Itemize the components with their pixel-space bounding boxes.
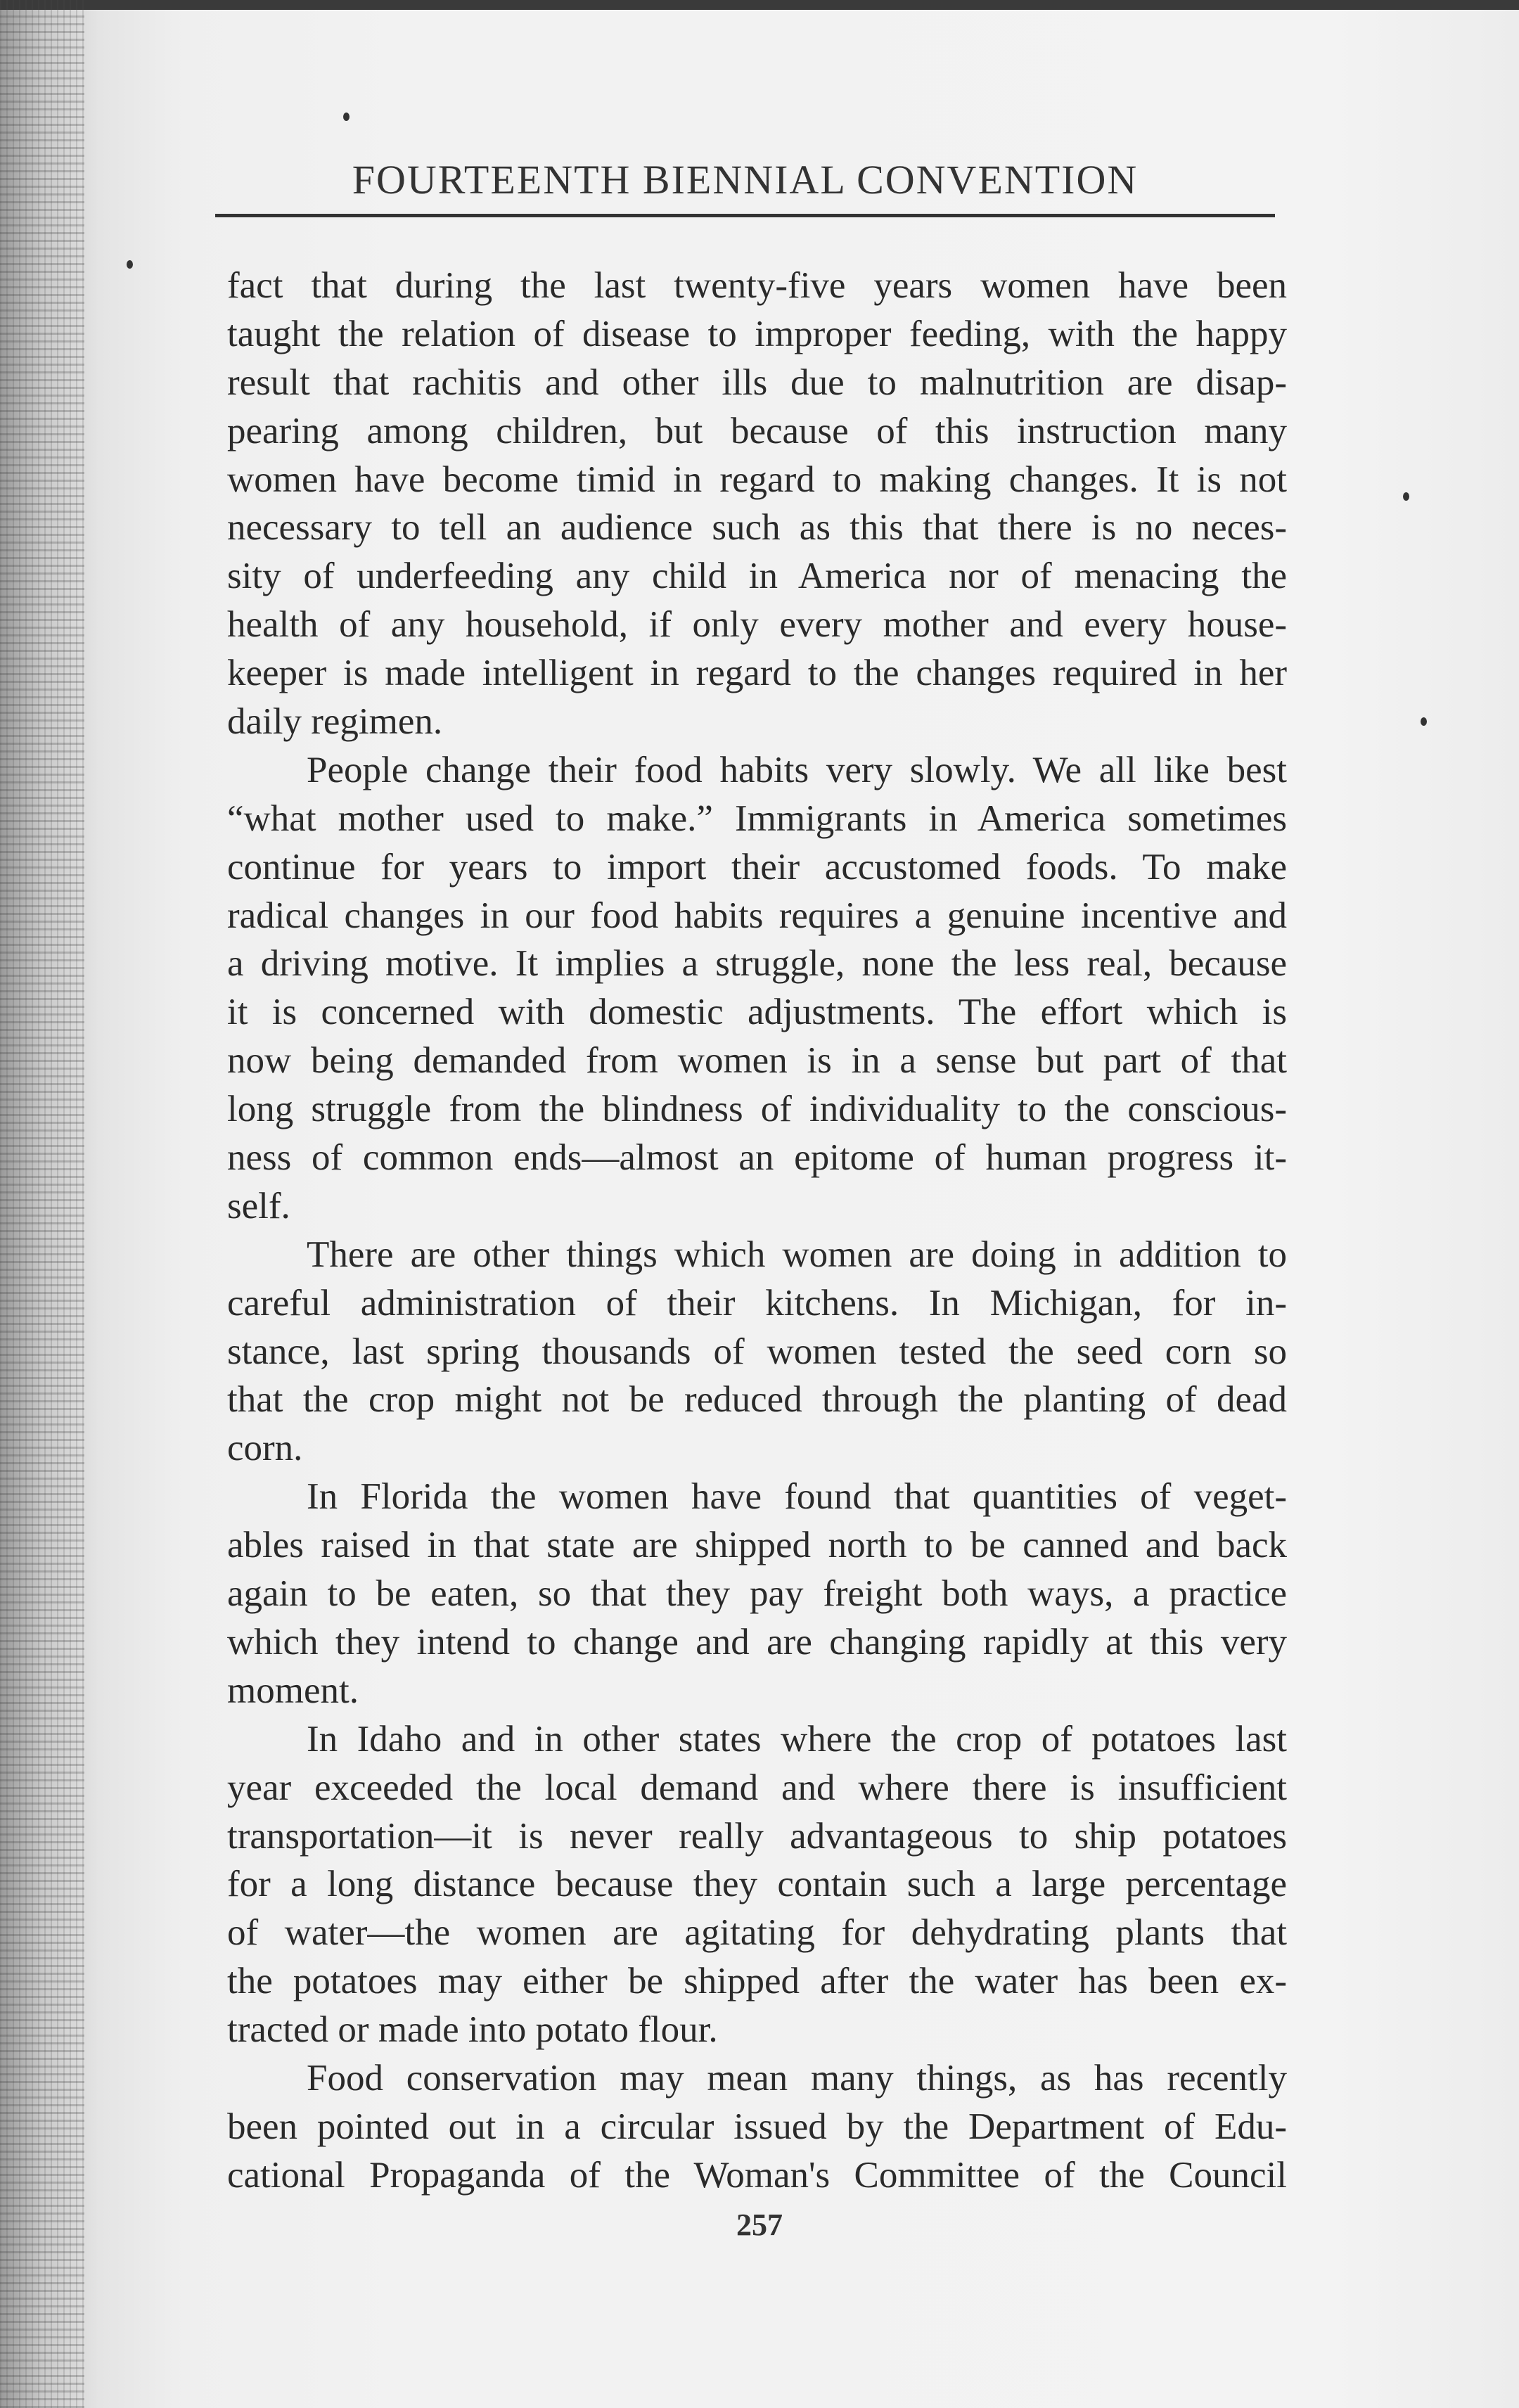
text-line: sity of underfeeding any child in America nor of menacing the — [227, 556, 1287, 597]
text-line: women have become timid in regard to making changes. It is not — [227, 459, 1287, 500]
text-line: ables raised in that state are shipped north to be canned and back — [227, 1525, 1287, 1566]
text-line: daily regimen. — [227, 701, 443, 743]
page-number: 257 — [736, 2208, 783, 2242]
paragraph — [227, 1715, 1287, 2054]
text-line: result that rachitis and other ills due to malnutrition are disap- — [227, 361, 1287, 403]
text-line: moment. — [227, 1670, 359, 1711]
text-line: of water—the women are agitating for dehydrating plants that — [227, 1912, 1287, 1954]
text-line: stance, last spring thousands of women tested the seed corn so — [227, 1331, 1287, 1372]
paragraph — [227, 262, 1287, 746]
text-line: long struggle from the blindness of individuality to the conscious- — [227, 1089, 1287, 1130]
running-header: FOURTEENTH BIENNIAL CONVENTION — [352, 157, 1139, 203]
text-line: health of any household, if only every mother and every house- — [227, 604, 1287, 646]
text-line: People change their food habits very slowly. We all like best — [307, 749, 1287, 790]
text-line: transportation—it is never really advantageous to ship potatoes — [227, 1815, 1287, 1857]
text-line: for a long distance because they contain such a large percentage — [227, 1864, 1287, 1905]
text-line: pearing among children, but because of this instruction many — [227, 410, 1287, 452]
text-line: again to be eaten, so that they pay freight both ways, a practice — [227, 1573, 1287, 1615]
text-line: self. — [227, 1185, 290, 1227]
text-line: necessary to tell an audience such as this that there is no neces- — [227, 507, 1287, 549]
scan-top-edge — [0, 0, 1519, 10]
text-line: year exceeded the local demand and where there is insufficient — [227, 1767, 1287, 1808]
text-line: There are other things which women are doing in addition to — [307, 1234, 1287, 1275]
text-line: which they intend to change and are changing rapidly at this very — [227, 1621, 1287, 1663]
scan-speck — [1403, 492, 1409, 501]
text-line: the potatoes may either be shipped after the water has been ex- — [227, 1961, 1287, 2002]
paragraph — [227, 1473, 1287, 1715]
text-line: fact that during the last twenty-five years women have been — [227, 265, 1287, 306]
text-line: cational Propaganda of the Woman's Committee of the Council — [227, 2154, 1287, 2196]
body-text — [227, 262, 1287, 2200]
text-line: now being demanded from women is in a sense but part of that — [227, 1040, 1287, 1082]
text-line: that the crop might not be reduced through the planting of dead — [227, 1379, 1287, 1421]
text-line: continue for years to import their accustomed foods. To make — [227, 846, 1287, 888]
text-line: it is concerned with domestic adjustments. The effort which is — [227, 992, 1287, 1033]
text-line: In Florida the women have found that quantities of veget- — [307, 1476, 1287, 1518]
text-line: taught the relation of disease to improper feeding, with the happy — [227, 313, 1287, 354]
text-line: In Idaho and in other states where the crop of potatoes last — [307, 1718, 1287, 1760]
text-line: “what mother used to make.” Immigrants in America sometimes — [227, 798, 1287, 839]
text-line: corn. — [227, 1428, 303, 1469]
text-line: a driving motive. It implies a struggle, none the less real, because — [227, 943, 1287, 985]
text-line: careful administration of their kitchens. In Michigan, for in- — [227, 1282, 1287, 1324]
scan-speck — [343, 113, 350, 121]
header-rule — [215, 214, 1275, 217]
text-line: keeper is made intelligent in regard to the changes required in her — [227, 653, 1287, 694]
text-line: radical changes in our food habits requires a genuine incentive and — [227, 895, 1287, 936]
scan-speck — [1421, 717, 1427, 726]
text-line: tracted or made into potato flour. — [227, 2009, 718, 2051]
paragraph — [227, 1231, 1287, 1473]
paragraph — [227, 746, 1287, 1231]
scan-left-margin-noise — [0, 0, 84, 2408]
text-line: been pointed out in a circular issued by the Department of Edu- — [227, 2106, 1287, 2147]
text-line: ness of common ends—almost an epitome of human progress it- — [227, 1137, 1287, 1179]
scan-speck — [127, 260, 133, 269]
text-line: Food conservation may mean many things, as has recently — [307, 2057, 1287, 2099]
paragraph — [227, 2054, 1287, 2200]
